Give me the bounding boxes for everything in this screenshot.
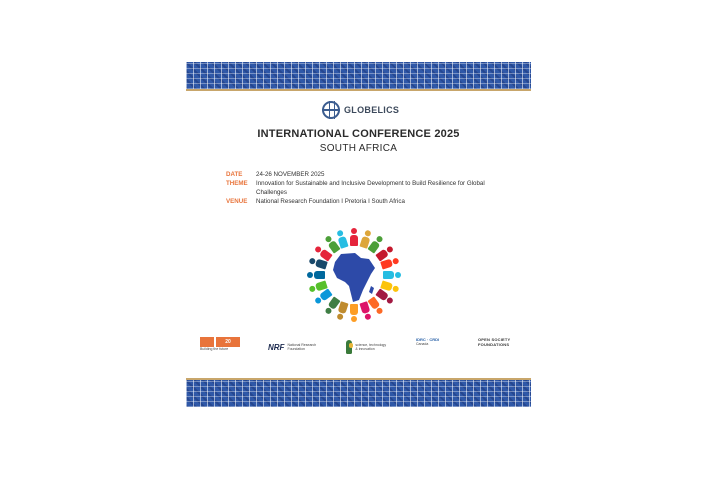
globe-icon [322,101,340,119]
sdg-person-icon [383,271,401,279]
nrf-mark: NRF [268,342,285,352]
sdg-person-icon [350,228,358,246]
africa-map-icon [331,252,377,304]
idrc-logo [416,337,450,357]
conference-title: INTERNATIONAL CONFERENCE 2025 [257,128,460,140]
detail-label: DATE [226,171,243,178]
detail-row-venue [226,197,486,206]
dsi-logo [346,337,388,357]
dsi-name: science, technology & innovation [355,343,387,351]
detail-label: VENUE [226,198,248,205]
nrf-name: National Research Foundation [287,343,317,351]
logo-text: GLOBELICS [344,105,400,115]
anniversary-logo [200,337,240,357]
detail-value: National Research Foundation I Pretoria I South Africa [256,198,405,205]
coat-of-arms-icon [346,340,352,354]
top-pattern-band [186,62,531,89]
globelics-logo [322,100,399,120]
conference-location: SOUTH AFRICA [319,143,398,154]
detail-row-date [226,170,486,179]
detail-value: 24-26 NOVEMBER 2025 [256,171,325,178]
idrc-mark: IDRC · CRDI [416,337,440,342]
top-band-trim [186,89,531,91]
partner-logos [186,337,531,357]
anniversary-tagline: Building the future [200,347,229,351]
bottom-pattern-band [186,380,531,407]
detail-row-theme [226,179,486,197]
detail-label: THEME [226,180,248,187]
detail-value: Innovation for Sustainable and Inclusive Development to Build Resilience for Global Challenges [256,180,485,196]
osf-logo [478,337,518,357]
sdg-person-icon [350,304,358,322]
anniversary-badge: 20 YEARS [216,337,240,347]
anniversary-mark [200,337,214,347]
idrc-name: Canada [416,342,429,346]
conference-poster [186,62,531,407]
conference-details [226,170,486,206]
nrf-logo [268,337,320,357]
osf-name: OPEN SOCIETY FOUNDATIONS [478,337,511,347]
sdg-person-icon [307,271,325,279]
